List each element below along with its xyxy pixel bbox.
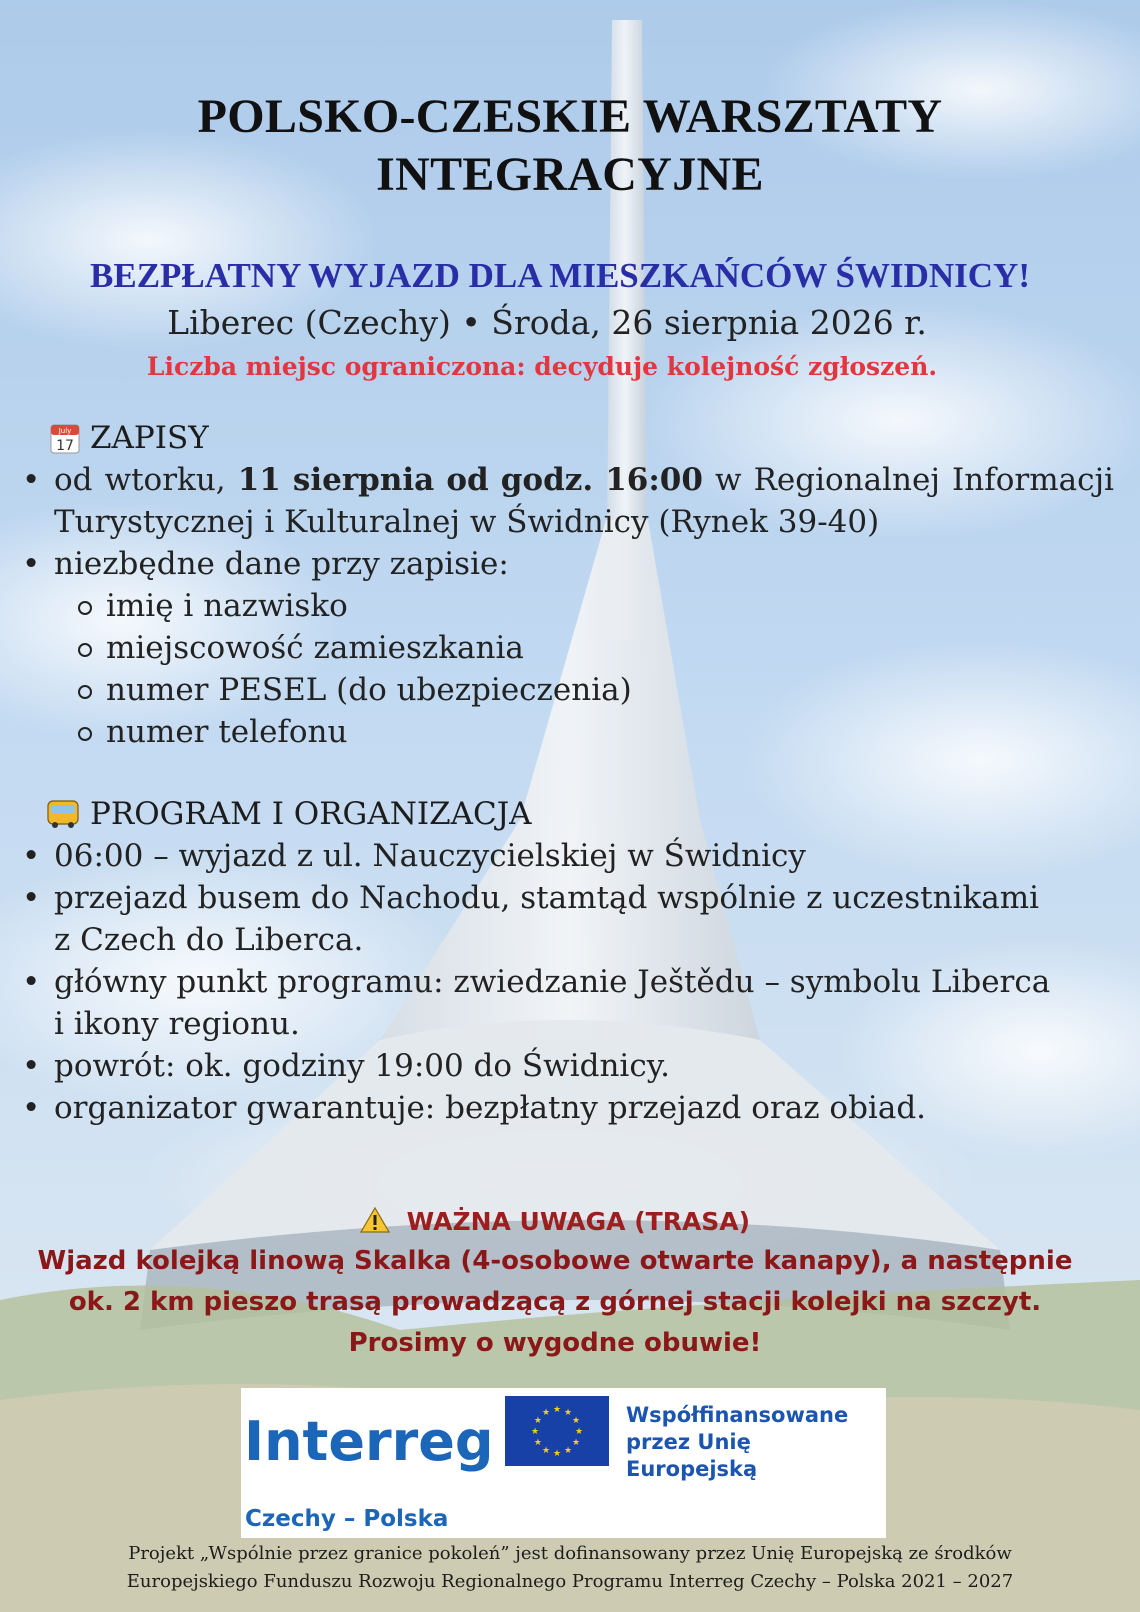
word-bold: od xyxy=(446,462,489,498)
eu-text-line-1: Współfinansowane xyxy=(626,1403,849,1427)
eu-flag-icon xyxy=(505,1396,609,1466)
warning-heading xyxy=(0,1206,1110,1240)
calendar-day-text: 17 xyxy=(56,438,74,454)
zapisy-subitem: numer telefonu xyxy=(106,714,348,750)
warning-icon xyxy=(360,1206,390,1240)
program-item: • organizator gwarantuje: bezpłatny przejazd oraz obiad. xyxy=(54,1090,926,1126)
limited-places-note: Liczba miejsc ograniczona: decyduje kolejność zgłoszeń. xyxy=(146,352,938,381)
eu-star: ★ xyxy=(572,1438,581,1448)
eu-star: ★ xyxy=(563,1407,573,1418)
word-bold: sierpnia xyxy=(292,462,435,498)
program-heading-text: PROGRAM I ORGANIZACJA xyxy=(90,796,532,832)
eu-star: ★ xyxy=(541,1446,551,1457)
zapisy-subitem: imię i nazwisko xyxy=(106,588,348,624)
warning-line: ok. 2 km pieszo trasą prowadzącą z górnej stacji kolejki na szczyt. xyxy=(68,1287,1042,1317)
eu-star: ★ xyxy=(574,1427,584,1437)
eu-star: ★ xyxy=(563,1446,573,1457)
footer-line-1: Projekt „Wspólnie przez granice pokoleń” jest dofinansowany przez Unię Europejską ze środków xyxy=(128,1543,1012,1564)
poster-title xyxy=(0,88,1140,204)
word: • od xyxy=(54,462,93,498)
word-bold: godz. xyxy=(500,462,594,498)
eu-text-line-2: przez Unię Europejską xyxy=(626,1430,758,1481)
zapisy-item-1 xyxy=(54,462,1114,498)
eu-star: ★ xyxy=(530,1427,540,1437)
footer-line-2: Europejskiego Funduszu Rozwoju Regionalnego Programu Interreg Czechy – Polska 2021 – 2027 xyxy=(126,1571,1014,1592)
word: w xyxy=(714,462,742,498)
word: Regionalnej xyxy=(753,462,940,498)
eu-cofinanced-text xyxy=(626,1402,886,1483)
zapisy-heading xyxy=(50,420,209,456)
zapisy-subitem: numer PESEL (do ubezpieczenia) xyxy=(106,672,632,708)
word-bold: 16:00 xyxy=(605,462,703,498)
program-item: • powrót: ok. godziny 19:00 do Świdnicy. xyxy=(54,1048,670,1084)
zapisy-item-2: • niezbędne dane przy zapisie: xyxy=(54,546,509,582)
warning-line: Wjazd kolejką linową Skalka (4-osobowe otwarte kanapy), a następnie xyxy=(37,1246,1073,1276)
interreg-subtitle: Czechy – Polska xyxy=(245,1506,449,1532)
zapisy-item-1-cont: Turystycznej i Kulturalnej w Świdnicy (Rynek 39-40) xyxy=(54,504,880,540)
calendar-month-text: July xyxy=(58,427,72,435)
title-line-2: INTEGRACYJNE xyxy=(376,148,764,201)
eu-star: ★ xyxy=(533,1416,542,1426)
program-item: • przejazd busem do Nachodu, stamtąd wspólnie z uczestnikami xyxy=(54,880,1039,916)
program-item: • 06:00 – wyjazd z ul. Nauczycielskiej w Świdnicy xyxy=(54,838,806,874)
zapisy-subitem: miejscowość zamieszkania xyxy=(106,630,524,666)
eu-star: ★ xyxy=(552,1449,562,1459)
interreg-logo: Interreg xyxy=(244,1410,494,1473)
zapisy-heading-text: ZAPISY xyxy=(90,420,209,456)
funding-logos xyxy=(241,1388,886,1538)
eu-star: ★ xyxy=(533,1438,542,1448)
program-heading xyxy=(46,796,532,832)
program-item-cont: i ikony regionu. xyxy=(54,1006,300,1042)
eu-star: ★ xyxy=(572,1416,581,1426)
word: Informacji xyxy=(952,462,1114,498)
free-trip-subtitle: BEZPŁATNY WYJAZD DLA MIESZKAŃCÓW ŚWIDNICY! xyxy=(90,256,1030,295)
place-date-line: Liberec (Czechy) • Środa, 26 sierpnia 2026 r. xyxy=(167,303,927,342)
calendar-icon xyxy=(50,422,80,454)
program-item-cont: z Czech do Liberca. xyxy=(54,922,364,958)
program-item: • główny punkt programu: zwiedzanie Ještědu – symbolu Liberca xyxy=(54,964,1050,1000)
eu-star: ★ xyxy=(552,1405,562,1415)
word: wtorku, xyxy=(104,462,226,498)
title-line-1: POLSKO-CZESKIE WARSZTATY xyxy=(197,90,943,143)
word-bold: 11 xyxy=(237,462,281,498)
warning-heading-text: WAŻNA UWAGA (TRASA) xyxy=(406,1207,751,1236)
eu-star: ★ xyxy=(541,1407,551,1418)
bus-icon xyxy=(46,798,80,830)
warning-line: Prosimy o wygodne obuwie! xyxy=(348,1328,762,1358)
